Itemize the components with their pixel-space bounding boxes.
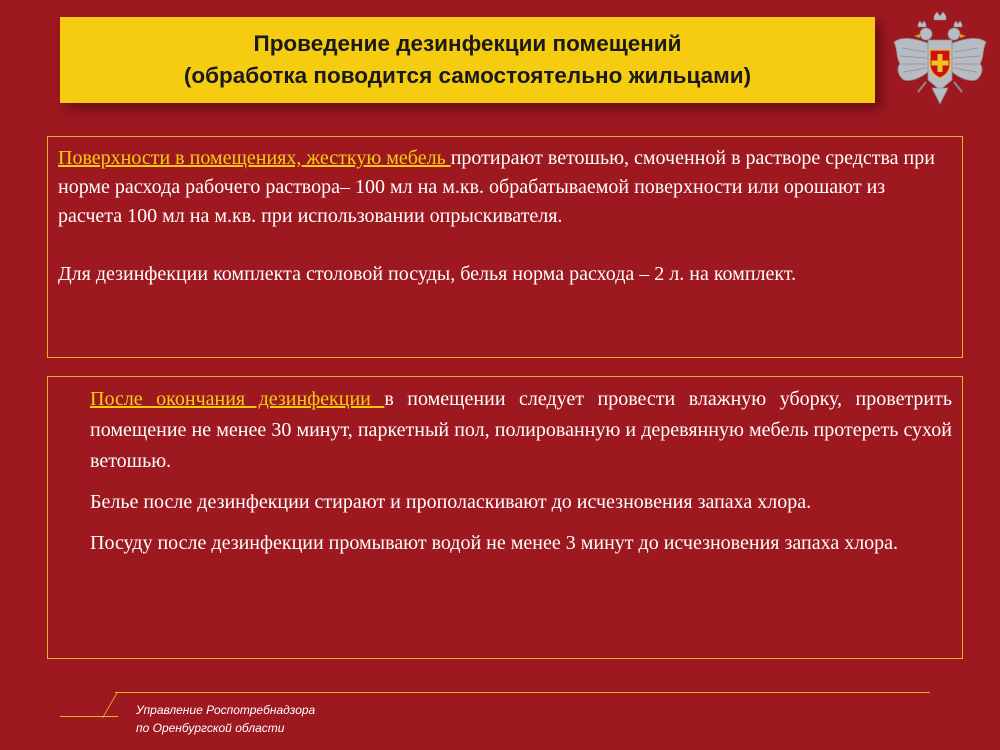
surfaces-disinfection-block <box>47 136 963 358</box>
surfaces-paragraph <box>58 144 952 231</box>
tableware-paragraph: Для дезинфекции комплекта столовой посуды, белья норма расхода – 2 л. на комплект. <box>58 263 797 285</box>
footer-organization <box>136 701 315 737</box>
dishes-paragraph: Посуду после дезинфекции промывают водой не менее 3 минут до исчезновения запаха хлора. <box>90 532 899 554</box>
footer-divider-diagonal <box>102 692 118 718</box>
after-disinfection-block <box>47 376 963 659</box>
footer-line-2: по Оренбургской области <box>136 721 285 735</box>
title-line-2: (обработка поводится самостоятельно жильцами) <box>183 63 752 88</box>
surfaces-highlight: Поверхности в помещениях, жесткую мебель <box>58 147 451 169</box>
after-disinfection-highlight: После окончания дезинфекции <box>90 388 385 410</box>
footer-line-1: Управление Роспотребнадзора <box>136 703 316 717</box>
footer-divider <box>115 692 930 693</box>
surfaces-text: протирают ветошью, смоченной в растворе средства при норме расхода рабочего раствора– 100 мл на м.кв. обрабатываемой поверхности или орошают из расчета 100 мл на м.кв. при использовании опрыскивателя. <box>58 147 935 227</box>
footer-divider-short <box>60 716 118 717</box>
title-banner <box>60 17 875 103</box>
linen-paragraph: Белье после дезинфекции стирают и прополаскивают до исчезновения запаха хлора. <box>90 491 812 513</box>
wet-cleaning-text: в помещении следует провести влажную уборку, проветрить помещение не менее 30 минут, паркетный пол, полированную и деревянную мебель протереть сухой ветошью. <box>90 388 952 472</box>
wet-cleaning-paragraph <box>90 384 952 477</box>
double-headed-eagle-emblem-icon <box>890 10 990 110</box>
title-line-1: Проведение дезинфекции помещений <box>253 31 682 56</box>
